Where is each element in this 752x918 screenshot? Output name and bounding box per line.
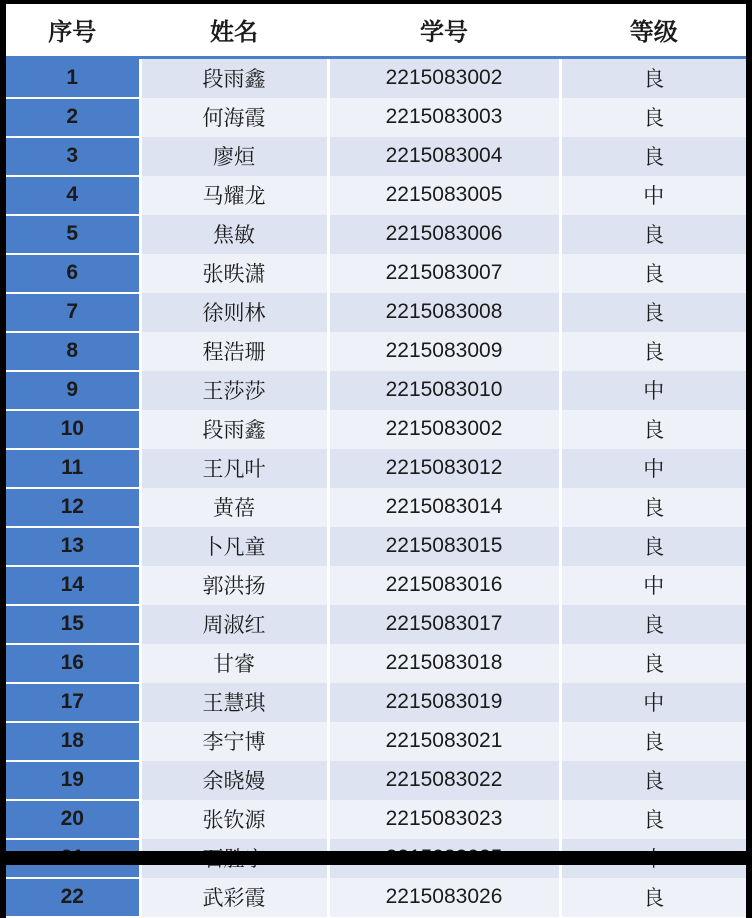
table-row	[6, 58, 746, 99]
column-header-name: 姓名	[140, 4, 328, 58]
cell-level: 中	[560, 683, 746, 722]
cell-student-id: 2215083002	[328, 410, 560, 449]
column-header-index: 序号	[6, 4, 140, 58]
cell-student-id: 2215083017	[328, 605, 560, 644]
table-row	[6, 566, 746, 605]
cell-index: 13	[6, 527, 140, 566]
cell-level: 良	[560, 644, 746, 683]
cell-name: 王慧琪	[140, 683, 328, 722]
cell-student-id: 2215083009	[328, 332, 560, 371]
table-row	[6, 371, 746, 410]
cell-index: 20	[6, 800, 140, 839]
column-header-level: 等级	[560, 4, 746, 58]
cell-name: 马耀龙	[140, 176, 328, 215]
cell-name: 王凡叶	[140, 449, 328, 488]
cell-name: 周淑红	[140, 605, 328, 644]
table-body	[6, 58, 746, 918]
cell-student-id: 2215083018	[328, 644, 560, 683]
cell-student-id: 2215083021	[328, 722, 560, 761]
table-header-row	[6, 4, 746, 58]
cell-level: 良	[560, 215, 746, 254]
cell-level: 良	[560, 878, 746, 917]
cell-student-id: 2215083007	[328, 254, 560, 293]
table-row	[6, 644, 746, 683]
cell-index: 8	[6, 332, 140, 371]
cell-level: 中	[560, 371, 746, 410]
table-row	[6, 254, 746, 293]
cell-student-id: 2215083002	[328, 58, 560, 99]
table-row	[6, 488, 746, 527]
cell-level: 良	[560, 137, 746, 176]
cell-student-id: 2215083026	[328, 878, 560, 917]
table-row	[6, 527, 746, 566]
cell-name: 余晓嫚	[140, 761, 328, 800]
cell-index: 18	[6, 722, 140, 761]
cell-name: 程浩珊	[140, 332, 328, 371]
cell-level: 良	[560, 410, 746, 449]
cell-name: 徐则林	[140, 293, 328, 332]
table-header	[6, 4, 746, 58]
table-row	[6, 98, 746, 137]
cell-name: 黄蓓	[140, 488, 328, 527]
cell-level: 良	[560, 293, 746, 332]
cell-level: 良	[560, 800, 746, 839]
cell-index: 7	[6, 293, 140, 332]
cell-name: 卜凡童	[140, 527, 328, 566]
cell-name: 焦敏	[140, 215, 328, 254]
cell-index: 12	[6, 488, 140, 527]
cell-level: 良	[560, 254, 746, 293]
table-row	[6, 605, 746, 644]
cell-index: 15	[6, 605, 140, 644]
cell-index: 10	[6, 410, 140, 449]
cell-name: 段雨鑫	[140, 410, 328, 449]
cell-level: 良	[560, 605, 746, 644]
cell-name: 张昳潇	[140, 254, 328, 293]
cell-index: 16	[6, 644, 140, 683]
bottom-margin	[0, 851, 752, 865]
right-margin	[746, 0, 752, 865]
table-row	[6, 878, 746, 917]
cell-name: 王莎莎	[140, 371, 328, 410]
cell-student-id: 2215083015	[328, 527, 560, 566]
cell-index: 9	[6, 371, 140, 410]
cell-level: 良	[560, 98, 746, 137]
table-row	[6, 176, 746, 215]
cell-student-id: 2215083023	[328, 800, 560, 839]
cell-level: 良	[560, 722, 746, 761]
cell-name: 张钦源	[140, 800, 328, 839]
cell-index: 22	[6, 878, 140, 917]
cell-student-id: 2215083016	[328, 566, 560, 605]
cell-student-id: 2215083008	[328, 293, 560, 332]
cell-student-id: 2215083006	[328, 215, 560, 254]
cell-level: 中	[560, 449, 746, 488]
cell-level: 良	[560, 761, 746, 800]
table-row	[6, 761, 746, 800]
cell-name: 段雨鑫	[140, 58, 328, 99]
cell-level: 中	[560, 566, 746, 605]
table-row	[6, 215, 746, 254]
cell-index: 19	[6, 761, 140, 800]
cell-student-id: 2215083004	[328, 137, 560, 176]
cell-level: 良	[560, 58, 746, 99]
cell-student-id: 2215083005	[328, 176, 560, 215]
cell-student-id: 2215083012	[328, 449, 560, 488]
cell-name: 廖烜	[140, 137, 328, 176]
cell-student-id: 2215083019	[328, 683, 560, 722]
grade-table-container	[6, 4, 746, 918]
cell-student-id: 2215083003	[328, 98, 560, 137]
cell-level: 良	[560, 527, 746, 566]
column-header-student-id: 学号	[328, 4, 560, 58]
cell-student-id: 2215083010	[328, 371, 560, 410]
cell-index: 6	[6, 254, 140, 293]
table-row	[6, 293, 746, 332]
table-row	[6, 449, 746, 488]
cell-name: 武彩霞	[140, 878, 328, 917]
cell-index: 4	[6, 176, 140, 215]
cell-name: 甘睿	[140, 644, 328, 683]
cell-index: 5	[6, 215, 140, 254]
table-row	[6, 800, 746, 839]
cell-student-id: 2215083022	[328, 761, 560, 800]
cell-index: 14	[6, 566, 140, 605]
cell-level: 良	[560, 488, 746, 527]
cell-name: 郭洪扬	[140, 566, 328, 605]
cell-name: 何海霞	[140, 98, 328, 137]
table-row	[6, 332, 746, 371]
cell-level: 中	[560, 176, 746, 215]
table-row	[6, 683, 746, 722]
table-row	[6, 137, 746, 176]
cell-index: 1	[6, 58, 140, 99]
cell-index: 3	[6, 137, 140, 176]
table-row	[6, 722, 746, 761]
cell-student-id: 2215083014	[328, 488, 560, 527]
cell-index: 11	[6, 449, 140, 488]
cell-index: 17	[6, 683, 140, 722]
grade-table	[6, 4, 746, 918]
cell-level: 良	[560, 332, 746, 371]
cell-index: 2	[6, 98, 140, 137]
table-row	[6, 410, 746, 449]
cell-name: 李宁博	[140, 722, 328, 761]
